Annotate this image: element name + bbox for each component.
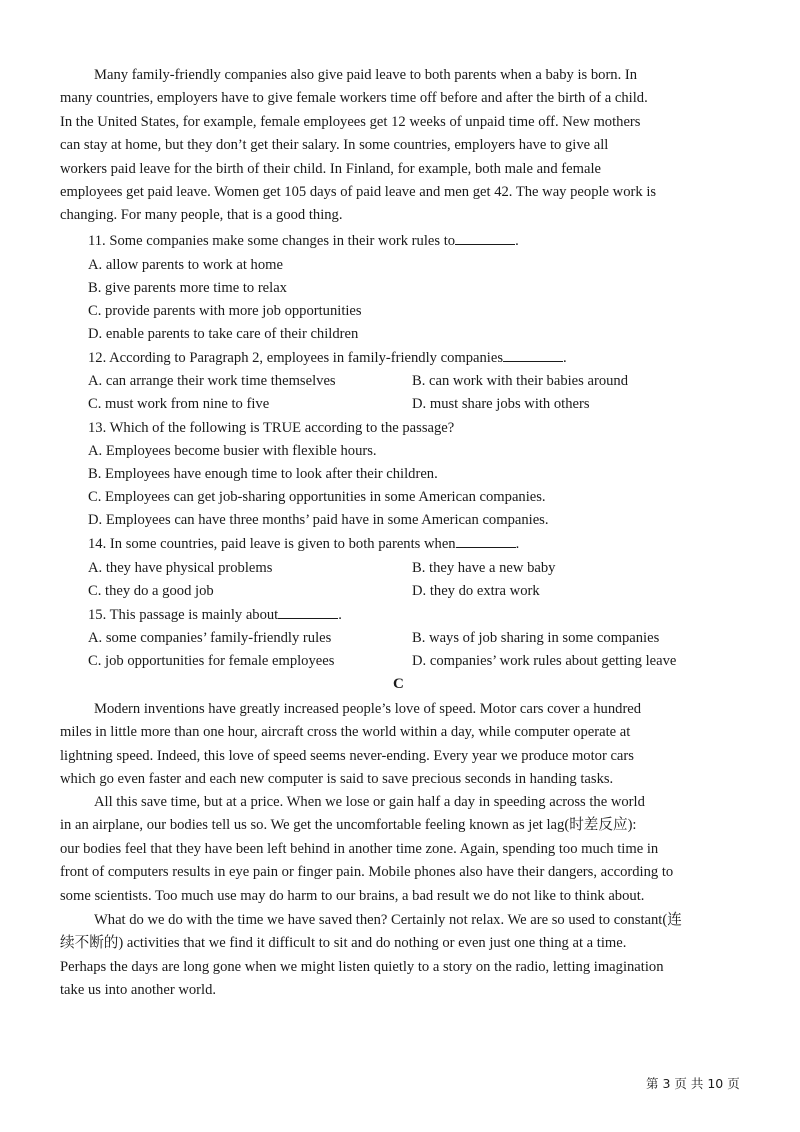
question-stem bbox=[88, 533, 738, 556]
option-d: D. companies’ work rules about getting leave bbox=[412, 653, 677, 669]
option-a: A. can arrange their work time themselves bbox=[88, 373, 336, 389]
option-b: B. give parents more time to relax bbox=[88, 280, 287, 296]
question-text: 11. Some companies make some changes in their work rules to bbox=[88, 233, 456, 249]
page-number: 第 3 页 共 10 页 bbox=[646, 1076, 740, 1091]
text-line: miles in little more than one hour, aircraft cross the world within a day, while computer operate at bbox=[60, 724, 631, 741]
passage-paragraph bbox=[60, 698, 736, 792]
option-c: C. job opportunities for female employees bbox=[88, 653, 335, 669]
question-stem bbox=[88, 417, 738, 440]
question-text: 13. Which of the following is TRUE according to the passage? bbox=[88, 420, 455, 436]
option-b: B. ways of job sharing in some companies bbox=[412, 630, 660, 646]
question-end: . bbox=[563, 350, 567, 366]
question-end: . bbox=[338, 607, 342, 623]
option-d: D. enable parents to take care of their children bbox=[88, 326, 359, 342]
option-a: A. allow parents to work at home bbox=[88, 257, 283, 273]
option-b: B. can work with their babies around bbox=[412, 373, 629, 389]
answer-blank bbox=[455, 230, 515, 245]
text-line: Modern inventions have greatly increased people’s love of speed. Motor cars cover a hundred bbox=[94, 701, 642, 717]
text-line: 续不断的) activities that we find it difficult to sit and do nothing or even just one thing at a time. bbox=[60, 935, 627, 952]
option-c: C. Employees can get job-sharing opportunities in some American companies. bbox=[88, 489, 546, 505]
passage-paragraph bbox=[60, 64, 736, 228]
text-line: In the United States, for example, female employees get 12 weeks of unpaid time off. New mothers bbox=[60, 113, 641, 130]
text-line: All this save time, but at a price. When we lose or gain half a day in speeding across the world bbox=[94, 794, 645, 810]
passage-paragraph bbox=[60, 909, 736, 1003]
question-end: . bbox=[515, 233, 519, 249]
answer-blank bbox=[503, 347, 563, 362]
answer-blank bbox=[456, 533, 516, 548]
text-line: can stay at home, but they don’t get their salary. In some countries, employers have to give all bbox=[60, 137, 609, 154]
text-line: which go even faster and each new computer is said to save precious seconds in handing tasks. bbox=[60, 771, 614, 788]
text-line: workers paid leave for the birth of their child. In Finland, for example, both male and female bbox=[60, 160, 602, 177]
text-line: employees get paid leave. Women get 105 days of paid leave and men get 42. The way people work is bbox=[60, 184, 657, 201]
option-a: A. some companies’ family-friendly rules bbox=[88, 630, 332, 646]
text-line: Many family-friendly companies also give paid leave to both parents when a baby is born. In bbox=[94, 67, 638, 83]
option-c: C. they do a good job bbox=[88, 583, 214, 599]
question-stem bbox=[88, 604, 738, 627]
passage-paragraph bbox=[60, 791, 736, 908]
text-line: Perhaps the days are long gone when we might listen quietly to a story on the radio, letting imagination bbox=[60, 958, 664, 975]
text-line: many countries, employers have to give female workers time off before and after the birth of a child. bbox=[60, 90, 648, 107]
text-line: our bodies feel that they have been left behind in another time zone. Again, spending too much time in bbox=[60, 840, 659, 857]
option-c: C. must work from nine to five bbox=[88, 396, 270, 412]
question-stem bbox=[88, 230, 738, 253]
option-b: B. Employees have enough time to look after their children. bbox=[88, 466, 438, 482]
question-text: 15. This passage is mainly about bbox=[88, 607, 279, 623]
question-text: 14. In some countries, paid leave is given to both parents when bbox=[88, 536, 456, 552]
text-line: What do we do with the time we have saved then? Certainly not relax. We are so used to constant(连 bbox=[94, 912, 682, 928]
question-text: 12. According to Paragraph 2, employees in family-friendly companies bbox=[88, 350, 503, 366]
text-line: in an airplane, our bodies tell us so. We get the uncomfortable feeling known as jet lag(时差反应): bbox=[60, 817, 637, 834]
option-d: D. Employees can have three months’ paid have in some American companies. bbox=[88, 512, 549, 528]
option-d: D. they do extra work bbox=[412, 583, 540, 599]
text-line: changing. For many people, that is a good thing. bbox=[60, 207, 343, 224]
option-a: A. they have physical problems bbox=[88, 560, 273, 576]
answer-blank bbox=[278, 604, 338, 619]
text-line: some scientists. Too much use may do harm to our brains, a bad result we do not like to think about. bbox=[60, 887, 645, 904]
option-d: D. must share jobs with others bbox=[412, 396, 590, 412]
question-end: . bbox=[515, 536, 520, 552]
text-line: take us into another world. bbox=[60, 982, 217, 999]
text-line: lightning speed. Indeed, this love of speed seems never-ending. Every year we produce motor cars bbox=[60, 747, 634, 764]
question-stem bbox=[88, 347, 738, 370]
option-b: B. they have a new baby bbox=[412, 560, 556, 576]
text-line: front of computers results in eye pain or finger pain. Mobile phones also have their dangers, according to bbox=[60, 864, 674, 881]
section-heading: C bbox=[393, 676, 404, 692]
option-a: A. Employees become busier with flexible hours. bbox=[88, 443, 377, 459]
option-c: C. provide parents with more job opportunities bbox=[88, 303, 362, 319]
